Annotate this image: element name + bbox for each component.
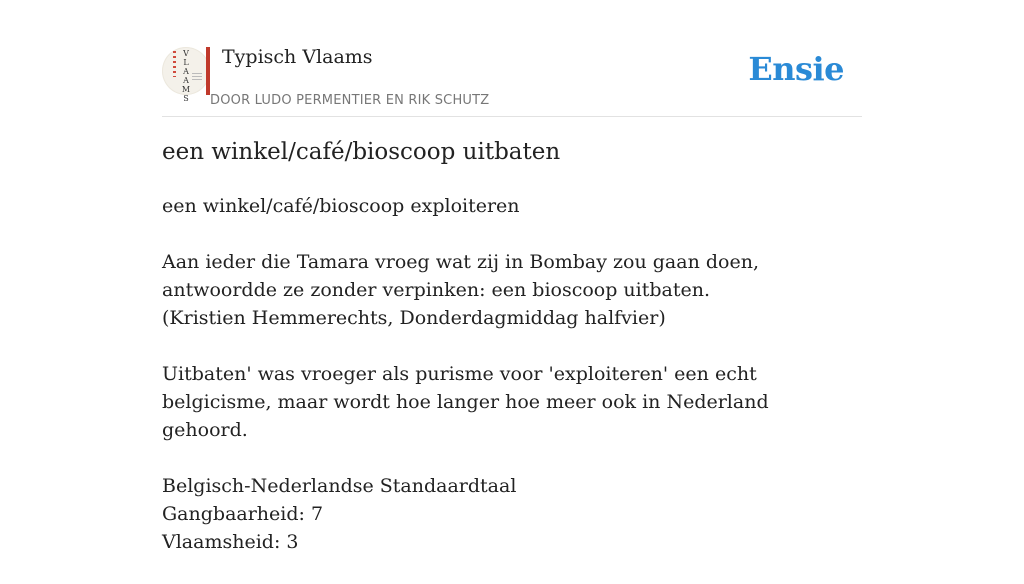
entry-title: een winkel/café/bioscoop uitbaten — [162, 139, 561, 165]
avatar-letters — [180, 49, 192, 103]
quote-source: (Kristien Hemmerechts, Donderdagmiddag halfvier) — [162, 307, 666, 329]
explanation-paragraph: Uitbaten' was vroeger als purisme voor 'exploiteren' een echt belgicisme, maar wordt hoe langer hoe meer ook in Nederland gehoord. — [162, 363, 769, 441]
vlaamsheid: Vlaamsheid: 3 — [162, 531, 299, 553]
avatar-lines — [192, 73, 202, 81]
synonym-paragraph: een winkel/café/bioscoop exploiteren — [162, 195, 520, 217]
avatar-letter: S — [183, 94, 189, 103]
avatar[interactable] — [162, 47, 210, 103]
avatar-letter: A — [183, 76, 189, 85]
gangbaarheid: Gangbaarheid: 7 — [162, 503, 324, 525]
avatar-letter: L — [183, 58, 189, 67]
avatar-red-marks — [173, 51, 176, 77]
entry-body — [162, 192, 852, 584]
quote-paragraph — [162, 248, 852, 332]
site-header — [162, 44, 862, 117]
authors-byline: DOOR LUDO PERMENTIER EN RIK SCHUTZ — [210, 93, 490, 108]
avatar-letter: V — [183, 49, 189, 58]
quote-text: Aan ieder die Tamara vroeg wat zij in Bombay zou gaan doen, antwoordde ze zonder verpinken: een bioscoop uitbaten. — [162, 251, 759, 301]
meta-paragraph — [162, 472, 852, 556]
site-title[interactable]: Typisch Vlaams — [222, 46, 373, 68]
ensie-logo-link[interactable]: Ensie — [748, 50, 844, 88]
avatar-letter: M — [181, 85, 191, 94]
avatar-red-bar — [206, 47, 210, 95]
classification: Belgisch-Nederlandse Standaardtaal — [162, 475, 517, 497]
avatar-letter: A — [183, 67, 189, 76]
